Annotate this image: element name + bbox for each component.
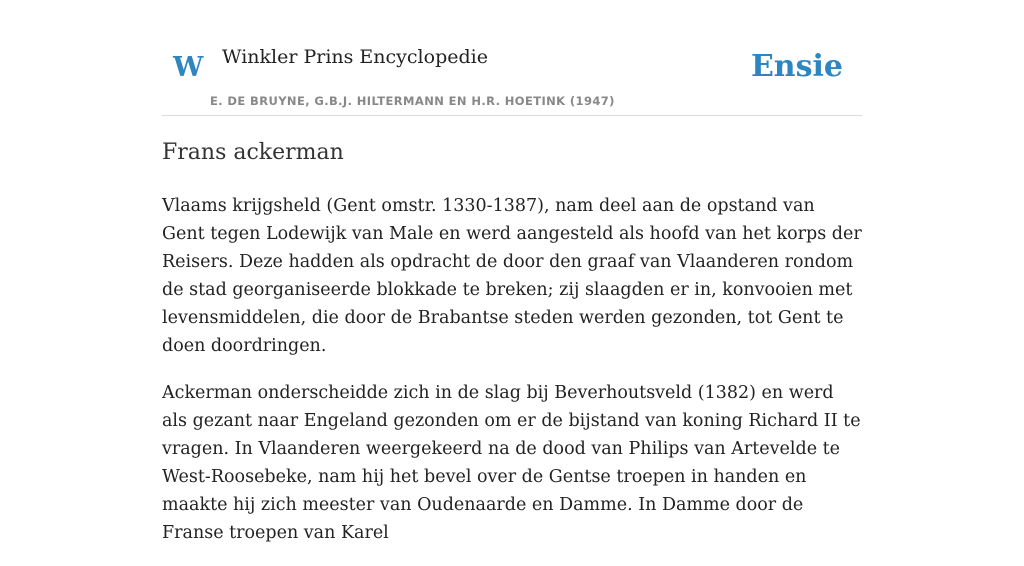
page-container xyxy=(162,0,862,543)
article-body xyxy=(162,192,862,566)
article-paragraph: Ackerman onderscheidde zich in de slag bij Beverhoutsveld (1382) en werd als gezant naar Engeland gezonden om er de bijstand van koning Richard II te vragen. In Vlaanderen weergekeerd na de dood van Philips van Artevelde te West-Roosebeke, nam hij het bevel over de Gentse troepen in handen en maakte hij zich meester van Oudenaarde en Damme. In Damme door de Franse troepen van Karel xyxy=(162,383,861,543)
encyclopedia-logo-icon[interactable]: W xyxy=(173,52,204,83)
page-header xyxy=(162,0,862,116)
source-title-link[interactable]: Winkler Prins Encyclopedie xyxy=(222,46,488,68)
ensie-logo-link[interactable]: Ensie xyxy=(750,49,843,84)
article-title: Frans ackerman xyxy=(162,140,344,165)
source-authors: E. DE BRUYNE, G.B.J. HILTERMANN EN H.R. HOETINK (1947) xyxy=(210,94,615,108)
article-paragraph: Vlaams krijgsheld (Gent omstr. 1330-1387), nam deel aan de opstand van Gent tegen Lodewijk van Male en werd aangesteld als hoofd van het korps der Reisers. Deze hadden als opdracht de door den graaf van Vlaanderen rondom de stad georganiseerde blokkade te breken; zij slaagden er in, konvooien met levensmiddelen, die door de Brabantse steden werden gezonden, tot Gent te doen doordringen. xyxy=(162,196,862,356)
